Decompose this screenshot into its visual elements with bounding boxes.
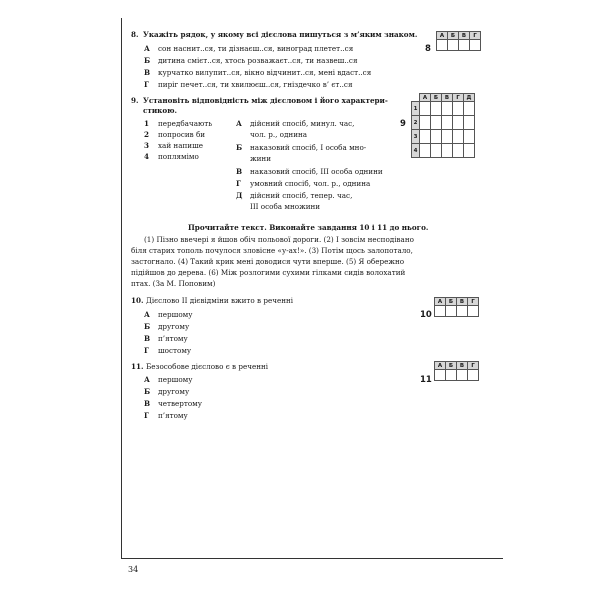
q9-left-num: 1 <box>144 119 150 128</box>
answer-cell[interactable] <box>442 144 453 158</box>
grid-row-header: 3 <box>412 130 420 144</box>
grid-header: В <box>457 362 468 370</box>
grid-corner <box>412 94 420 102</box>
answer-cell[interactable] <box>464 116 475 130</box>
text-line: птах. (За М. Поповим) <box>131 279 216 288</box>
q11-prompt: Безособове дієслово є в реченні <box>146 362 269 371</box>
q9-right-text: жини <box>250 154 271 163</box>
grid-header: Г <box>468 298 479 306</box>
grid-header: В <box>457 298 468 306</box>
answer-cell[interactable] <box>453 144 464 158</box>
q9-right-text: дійсний спосіб, минул. час, <box>250 119 355 128</box>
grid-header: Г <box>468 362 479 370</box>
q10-option-letter: А <box>144 310 150 319</box>
answer-cell[interactable] <box>437 40 448 51</box>
grid-header: А <box>437 32 448 40</box>
q11-number: 11. <box>131 362 144 371</box>
q11-option-text: п’ятому <box>158 411 188 420</box>
q9-number: 9. <box>131 96 139 105</box>
q10-option-letter: Г <box>144 346 149 355</box>
q9-right-letter: Г <box>236 179 241 188</box>
q11-option-letter: Б <box>144 387 151 396</box>
grid-header: Г <box>453 94 464 102</box>
q9-left-text: попросив би <box>158 130 206 139</box>
text-line: (1) Пізно ввечері я йшов обіч польової дороги. (2) І зовсім несподівано <box>144 235 414 244</box>
answer-cell[interactable] <box>446 306 457 317</box>
grid-row-header: 4 <box>412 144 420 158</box>
q9-prompt-line1: Установіть відповідність між дієсловом і його характери- <box>143 96 388 105</box>
grid-header: Б <box>446 362 457 370</box>
q8-option-letter: Г <box>144 80 149 89</box>
q10-answer-label: 10 <box>420 310 432 320</box>
q9-right-letter: Д <box>236 191 243 200</box>
q10-option-letter: Б <box>144 322 151 331</box>
grid-header: А <box>435 362 446 370</box>
grid-header: Б <box>446 298 457 306</box>
q8-option-text: курчатко вилупит..ся, вікно відчинит..ся, мені вдаст..ся <box>158 68 372 77</box>
text-line: підійшов до дерева. (6) Між розлогими сухими гілками сидів волохатий <box>131 268 406 277</box>
q9-answer-grid <box>411 93 475 158</box>
q9-right-text: дійсний спосіб, тепер. час, <box>250 191 353 200</box>
answer-cell[interactable] <box>457 370 468 381</box>
q10-number: 10. <box>131 296 144 305</box>
grid-row-header: 1 <box>412 102 420 116</box>
q9-right-text: умовний спосіб, чол. р., однина <box>250 179 371 188</box>
q10-option-text: другому <box>158 322 190 331</box>
answer-cell[interactable] <box>442 102 453 116</box>
answer-cell[interactable] <box>464 130 475 144</box>
text-section-heading: Прочитайте текст. Виконайте завдання 10 і 11 до нього. <box>188 223 429 232</box>
q8-option-text: дитина смієт..ся, хтось розважаєт..ся, ти назвеш..ся <box>158 56 358 65</box>
grid-header: А <box>435 298 446 306</box>
page-number: 34 <box>128 565 139 574</box>
q9-right-letter: Б <box>236 143 243 152</box>
q8-option-text: сон наснит..ся, ти дізнаєш..ся, виноград плетет..ся <box>158 44 354 53</box>
text-line: застогнало. (4) Такий крик мені доводися чути вперше. (5) Я обережно <box>131 257 405 266</box>
answer-cell[interactable] <box>464 102 475 116</box>
q9-prompt-line2: стикою. <box>143 106 178 115</box>
q8-prompt: Укажіть рядок, у якому всі дієслова пишуться з м’яким знаком. <box>143 30 418 39</box>
q11-option-letter: Г <box>144 411 149 420</box>
q8-number: 8. <box>131 30 139 39</box>
q9-answer-label: 9 <box>400 119 406 129</box>
q8-option-letter: В <box>144 68 151 77</box>
q10-option-text: п’ятому <box>158 334 188 343</box>
answer-cell[interactable] <box>470 40 481 51</box>
answer-cell[interactable] <box>442 130 453 144</box>
q11-option-letter: В <box>144 399 151 408</box>
grid-header: Д <box>464 94 475 102</box>
q10-prompt: Дієслово II дієвідміни вжито в реченні <box>146 296 294 305</box>
answer-cell[interactable] <box>431 130 442 144</box>
answer-cell[interactable] <box>420 102 431 116</box>
q8-answer-grid <box>436 31 481 51</box>
q11-option-text: першому <box>158 375 193 384</box>
q9-left-text: передбачають <box>158 119 213 128</box>
q11-option-text: другому <box>158 387 190 396</box>
q8-option-letter: А <box>144 44 150 53</box>
grid-header: Б <box>431 94 442 102</box>
q11-option-letter: А <box>144 375 150 384</box>
q10-answer-grid <box>434 297 479 317</box>
q8-answer-label: 8 <box>425 44 431 54</box>
answer-cell[interactable] <box>431 102 442 116</box>
answer-cell[interactable] <box>420 130 431 144</box>
answer-cell[interactable] <box>420 116 431 130</box>
grid-header: В <box>442 94 453 102</box>
q9-right-text: чол. р., однина <box>250 130 308 139</box>
answer-cell[interactable] <box>420 144 431 158</box>
q9-left-num: 2 <box>144 130 150 139</box>
q10-option-letter: В <box>144 334 151 343</box>
q11-answer-label: 11 <box>420 375 432 385</box>
q9-right-text: III особа множини <box>250 202 321 211</box>
answer-cell[interactable] <box>459 40 470 51</box>
q9-left-num: 4 <box>144 152 150 161</box>
grid-row-header: 2 <box>412 116 420 130</box>
answer-cell[interactable] <box>464 144 475 158</box>
grid-header: Б <box>448 32 459 40</box>
answer-cell[interactable] <box>446 370 457 381</box>
q10-option-text: першому <box>158 310 193 319</box>
answer-cell[interactable] <box>468 306 479 317</box>
answer-cell[interactable] <box>435 370 446 381</box>
answer-cell[interactable] <box>453 116 464 130</box>
q11-answer-grid <box>434 361 479 381</box>
q9-right-letter: В <box>236 167 243 176</box>
q9-right-text: наказовий спосіб, I особа мно- <box>250 143 367 152</box>
answer-cell[interactable] <box>453 130 464 144</box>
q11-option-text: четвертому <box>158 399 203 408</box>
answer-cell[interactable] <box>435 306 446 317</box>
answer-cell[interactable] <box>431 116 442 130</box>
answer-cell[interactable] <box>448 40 459 51</box>
answer-cell[interactable] <box>468 370 479 381</box>
grid-header: Г <box>470 32 481 40</box>
grid-header: В <box>459 32 470 40</box>
q9-left-text: хай напише <box>158 141 204 150</box>
q9-left-num: 3 <box>144 141 150 150</box>
q9-right-letter: А <box>236 119 242 128</box>
grid-header: А <box>420 94 431 102</box>
q8-option-text: пиріг печет..ся, ти хвилюєш..ся, гніздечко в’ єт..ся <box>158 80 353 89</box>
q9-right-text: наказовий спосіб, III особа однини <box>250 167 383 176</box>
answer-cell[interactable] <box>457 306 468 317</box>
answer-cell[interactable] <box>442 116 453 130</box>
text-line: біля старих тополь почулося зловісне «у-ах!». (3) Потім щось залопотало, <box>131 246 413 255</box>
answer-cell[interactable] <box>453 102 464 116</box>
q9-left-text: поплямімо <box>158 152 199 161</box>
answer-cell[interactable] <box>431 144 442 158</box>
q10-option-text: шостому <box>158 346 192 355</box>
q8-option-letter: Б <box>144 56 151 65</box>
